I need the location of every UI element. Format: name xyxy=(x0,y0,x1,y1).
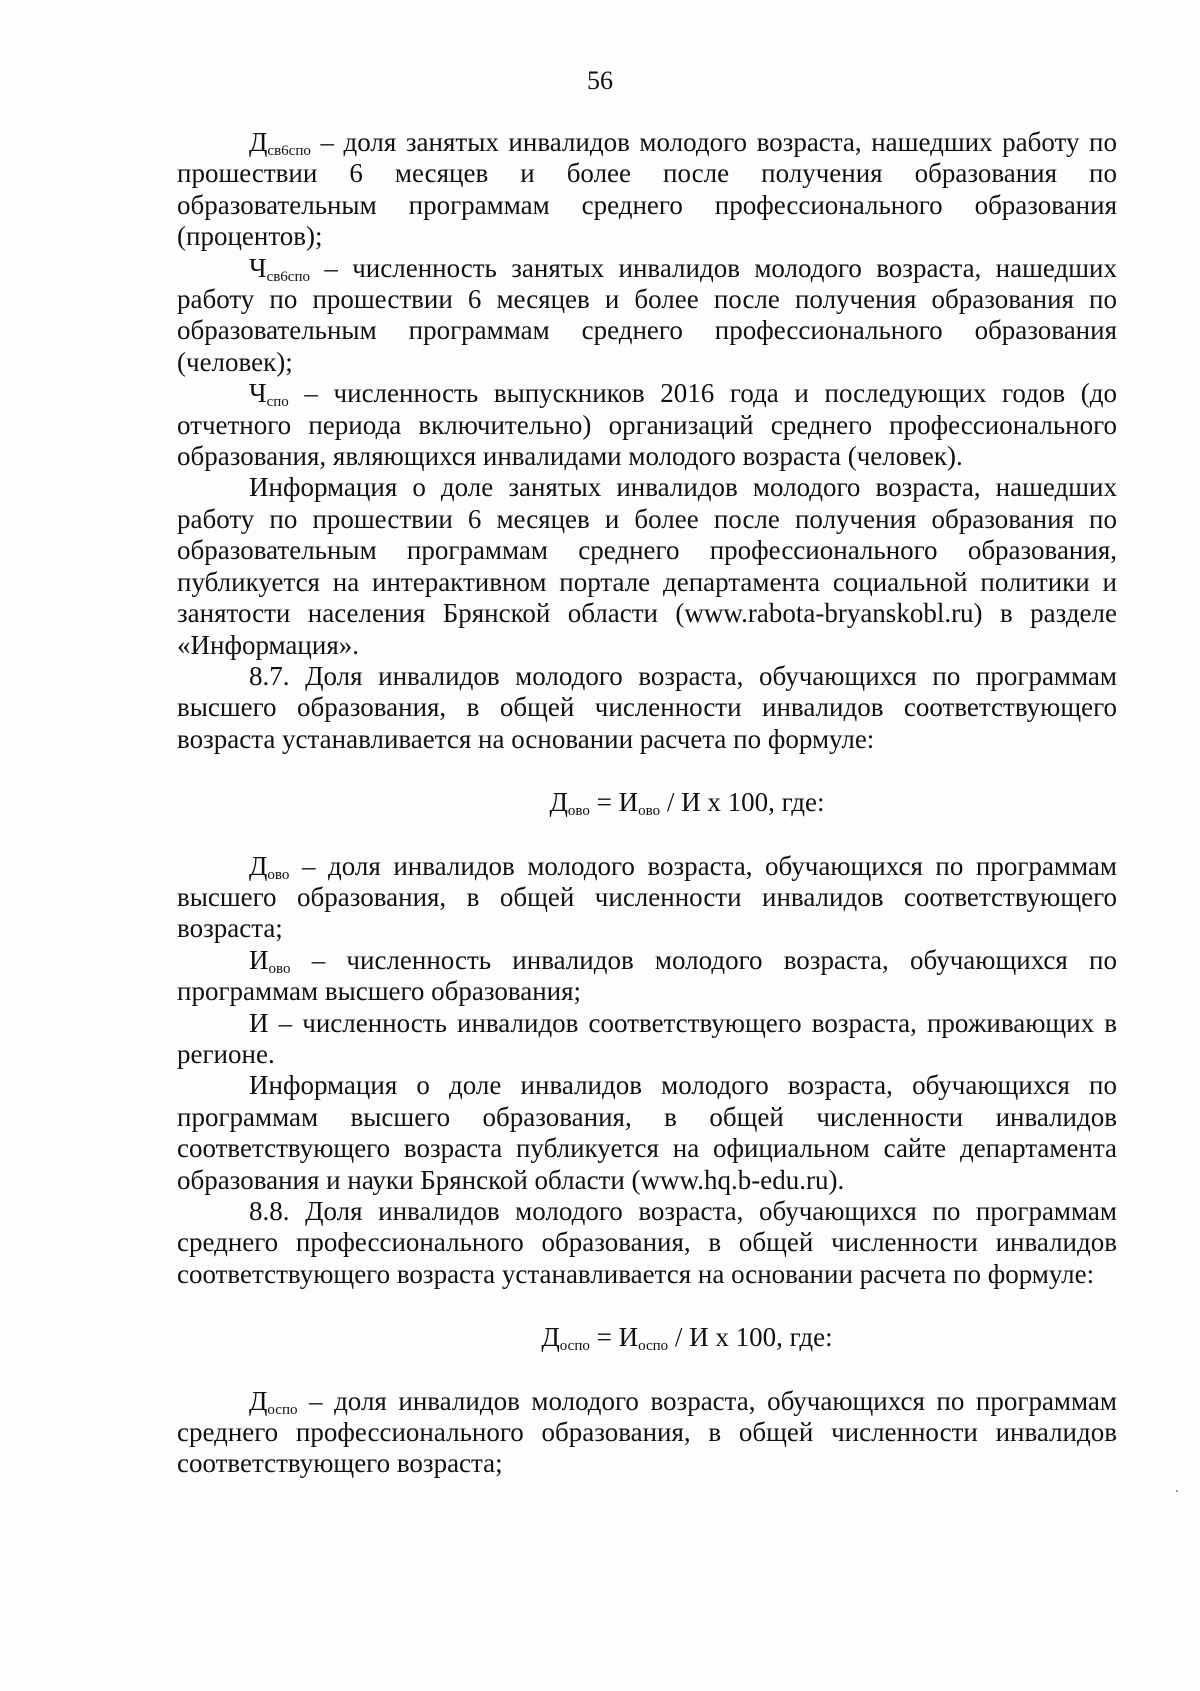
symbol: И xyxy=(249,944,269,975)
definition-dovo xyxy=(177,851,1117,945)
symbol-subscript: оспо xyxy=(267,1401,298,1418)
info-paragraph-higher-education: Информация о доле инвалидов молодого возраста, обучающихся по программам высшего образования, в общей численности инвалидов соответствующего возраста публикуется на официальном сайте департамента образования и науки Брянской области (www.hq.b-edu.ru). xyxy=(177,1070,1117,1195)
formula-mid: = И xyxy=(589,1322,639,1353)
formula-mid: = И xyxy=(589,787,639,818)
definition-dsv6spo xyxy=(177,127,1117,253)
definition-text: – численность занятых инвалидов молодого возраста, нашедших работу по прошествии 6 месяцев и более после получения образования по образовательным программам среднего профессионального образования (человек); xyxy=(177,252,1117,377)
section-8-8: 8.8. Доля инвалидов молодого возраста, обучающихся по программам среднего профессионального образования, в общей численности инвалидов соответствующего возраста устанавливается на основании расчета по формуле: xyxy=(177,1196,1117,1289)
definition-text: – доля занятых инвалидов молодого возраста, нашедших работу по прошествии 6 месяцев и более после получения образования по образовательным программам среднего профессионального образования (процентов); xyxy=(177,127,1117,252)
document-body xyxy=(177,127,1117,1480)
formula-lhs: Д xyxy=(541,1322,560,1353)
formula-lhs-subscript: оспо xyxy=(559,1338,590,1355)
symbol: Д xyxy=(249,1385,268,1416)
section-8-7: 8.7. Доля инвалидов молодого возраста, обучающихся по программам высшего образования, в общей численности инвалидов соответствующего возраста устанавливается на основании расчета по формуле: xyxy=(177,660,1117,754)
formula-rhs: / И х 100, где: xyxy=(668,1322,833,1353)
formula-mid-subscript: ово xyxy=(638,803,661,820)
symbol: Ч xyxy=(249,378,267,409)
definition-text: – доля инвалидов молодого возраста, обучающихся по программам высшего образования, в общей численности инвалидов соответствующего возраста; xyxy=(177,850,1117,944)
formula-lhs: Д xyxy=(549,787,568,818)
formula-rhs: / И х 100, где: xyxy=(660,787,825,818)
symbol: Ч xyxy=(249,252,267,283)
formula-mid-subscript: оспо xyxy=(638,1338,669,1355)
formula-dovo xyxy=(177,787,1117,818)
definition-i: И – численность инвалидов соответствующего возраста, проживающих в регионе. xyxy=(177,1007,1117,1069)
definition-chsv6spo xyxy=(177,253,1117,379)
formula-lhs-subscript: ово xyxy=(567,803,590,820)
definition-text: – доля инвалидов молодого возраста, обучающихся по программам среднего профессионального образования, в общей численности инвалидов соответствующего возраста; xyxy=(177,1385,1117,1479)
symbol-subscript: ово xyxy=(267,866,290,883)
scan-speck xyxy=(1176,1490,1178,1492)
page-number: 56 xyxy=(587,66,613,95)
symbol: Д xyxy=(249,850,268,881)
symbol: Д xyxy=(249,127,268,157)
definition-chspo xyxy=(177,378,1117,472)
definition-text: – численность инвалидов молодого возраста, обучающихся по программам высшего образования; xyxy=(177,944,1117,1007)
symbol-subscript: спо xyxy=(266,394,289,411)
definition-text: – численность выпускников 2016 года и последующих годов (до отчетного периода включительно) организаций среднего профессионального образования, являющихся инвалидами молодого возраста (человек). xyxy=(177,378,1117,472)
symbol-subscript: св6спо xyxy=(266,268,310,285)
definition-dospo xyxy=(177,1386,1117,1480)
info-paragraph-employment: Информация о доле занятых инвалидов молодого возраста, нашедших работу по прошествии 6 месяцев и более после получения образования по образовательным программам среднего профессионального образования, публикуется на интерактивном портале департамента социальной политики и занятости населения Брянской области (www.rabota-bryanskobl.ru) в разделе «Информация». xyxy=(177,472,1117,660)
symbol-subscript: св6спо xyxy=(267,143,311,159)
symbol-subscript: ово xyxy=(268,960,291,977)
definition-iovo xyxy=(177,945,1117,1008)
formula-dospo xyxy=(177,1322,1117,1353)
